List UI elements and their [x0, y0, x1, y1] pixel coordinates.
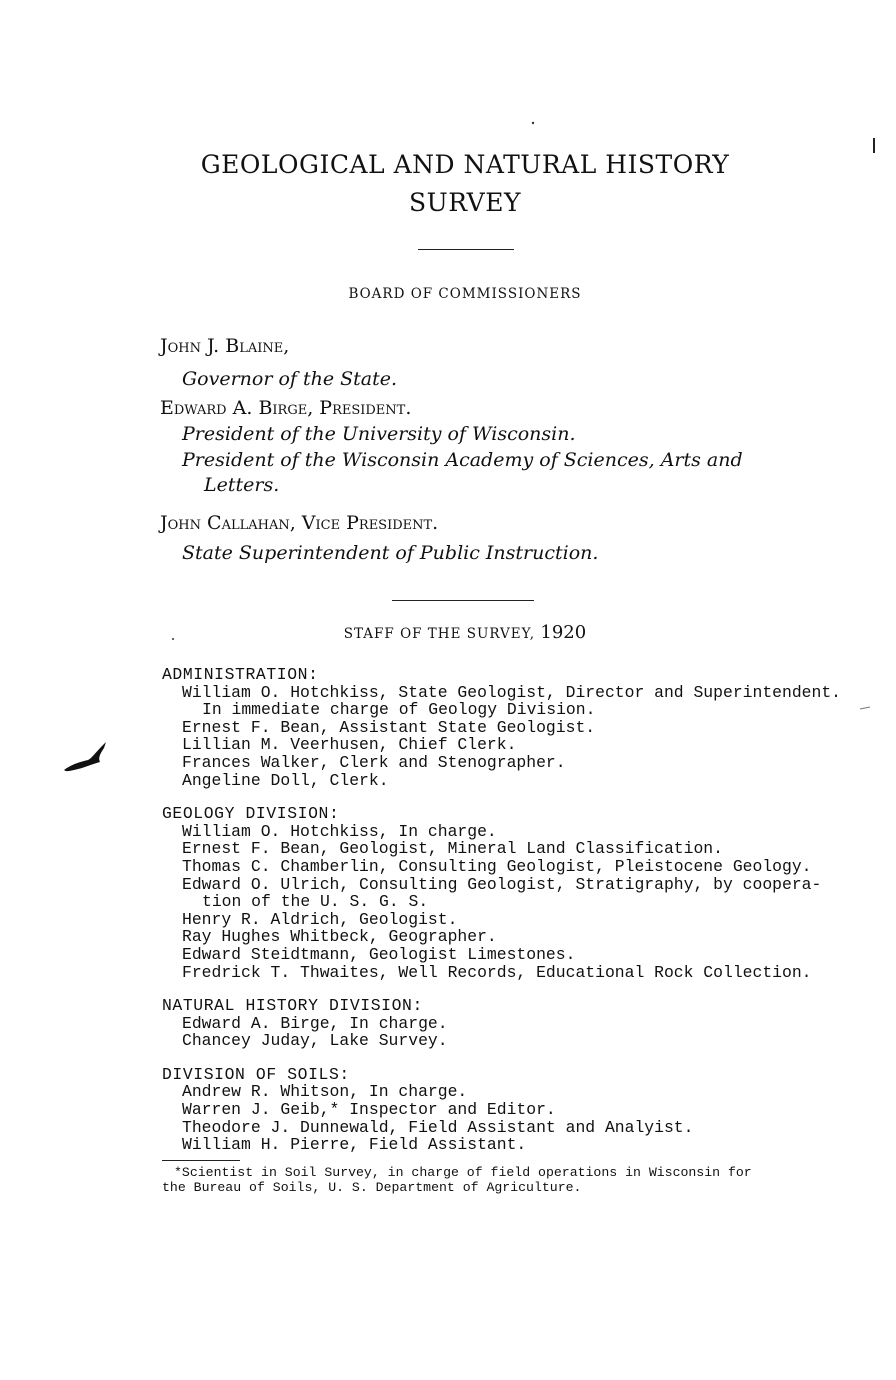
staff-entry: Edward A. Birge, In charge.	[182, 1013, 448, 1033]
board-heading: BOARD OF COMMISSIONERS	[348, 286, 582, 302]
division-soils	[162, 1066, 802, 1154]
staff-entry: Frances Walker, Clerk and Stenographer.	[182, 752, 566, 772]
board-member-title: Governor of the State.	[182, 368, 398, 390]
staff-entry: Warren J. Geib,* Inspector and Editor.	[182, 1100, 556, 1120]
staff-entry: Fredrick T. Thwaites, Well Records, Educational Rock Collection.	[182, 962, 812, 982]
staff-entry: Edward O. Ulrich, Consulting Geologist, Stratigraphy, by coopera-	[182, 874, 822, 894]
staff-year: 1920	[540, 622, 587, 643]
footnote-divider	[162, 1160, 240, 1161]
staff-entry: Theodore J. Dunnewald, Field Assistant and Analyist.	[182, 1117, 694, 1137]
board-member-title-continued: Letters.	[204, 474, 280, 496]
staff-entry: Angeline Doll, Clerk.	[182, 770, 389, 790]
board-member-name: Edward A. Birge, President.	[160, 397, 412, 419]
staff-heading-label: STAFF OF THE SURVEY,	[343, 626, 536, 642]
edge-mark	[870, 136, 878, 156]
board-member-title: President of the University of Wisconsin.	[182, 423, 576, 445]
staff-entry: Andrew R. Whitson, In charge.	[182, 1082, 468, 1102]
board-member-title: President of the Wisconsin Academy of Sciences, Arts and	[182, 449, 743, 471]
staff-entry: Edward Steidtmann, Geologist Limestones.	[182, 944, 576, 964]
staff-list	[162, 665, 842, 1195]
footnote-line: the Bureau of Soils, U. S. Department of Agriculture.	[162, 1179, 582, 1195]
staff-heading	[0, 622, 896, 643]
staff-entry: William O. Hotchkiss, State Geologist, Director and Superintendent.	[182, 682, 842, 702]
page-title-line-2: SURVEY	[409, 188, 521, 217]
footnote-line: *Scientist in Soil Survey, in charge of field operations in Wisconsin for	[174, 1164, 752, 1180]
speck-mark	[858, 704, 874, 712]
division-administration	[162, 665, 842, 790]
ink-blot-mark	[62, 738, 112, 774]
staff-entry: Ernest F. Bean, Assistant State Geologist.	[182, 717, 596, 737]
staff-entry: William H. Pierre, Field Assistant.	[182, 1135, 527, 1155]
page-title-line-1: GEOLOGICAL AND NATURAL HISTORY	[200, 150, 730, 179]
staff-entry: Ray Hughes Whitbeck, Geographer.	[182, 927, 497, 947]
board-member-name: John J. Blaine,	[160, 335, 290, 357]
division-title: GEOLOGY DIVISION:	[162, 804, 340, 824]
division-natural-history	[162, 997, 802, 1050]
staff-entry: Thomas C. Chamberlin, Consulting Geologist, Pleistocene Geology.	[182, 856, 812, 876]
staff-entry: Henry R. Aldrich, Geologist.	[182, 909, 458, 929]
staff-entry: Lillian M. Veerhusen, Chief Clerk.	[182, 735, 517, 755]
staff-entry-continued: tion of the U. S. G. S.	[202, 892, 429, 912]
division-title: NATURAL HISTORY DIVISION:	[162, 996, 423, 1016]
speck-mark	[530, 120, 536, 126]
staff-entry: William O. Hotchkiss, In charge.	[182, 821, 497, 841]
staff-entry-continued: In immediate charge of Geology Division.	[202, 700, 596, 720]
staff-divider	[392, 600, 534, 601]
staff-entry: Ernest F. Bean, Geologist, Mineral Land Classification.	[182, 839, 723, 859]
division-geology	[162, 804, 822, 982]
board-member-name: John Callahan, Vice President.	[160, 512, 439, 534]
footnote	[162, 1165, 802, 1195]
division-title: ADMINISTRATION:	[162, 665, 319, 684]
staff-entry: Chancey Juday, Lake Survey.	[182, 1031, 448, 1051]
title-divider	[418, 249, 514, 250]
speck-mark	[170, 636, 176, 642]
division-title: DIVISION OF SOILS:	[162, 1064, 350, 1084]
board-member-title: State Superintendent of Public Instruction.	[182, 542, 599, 564]
